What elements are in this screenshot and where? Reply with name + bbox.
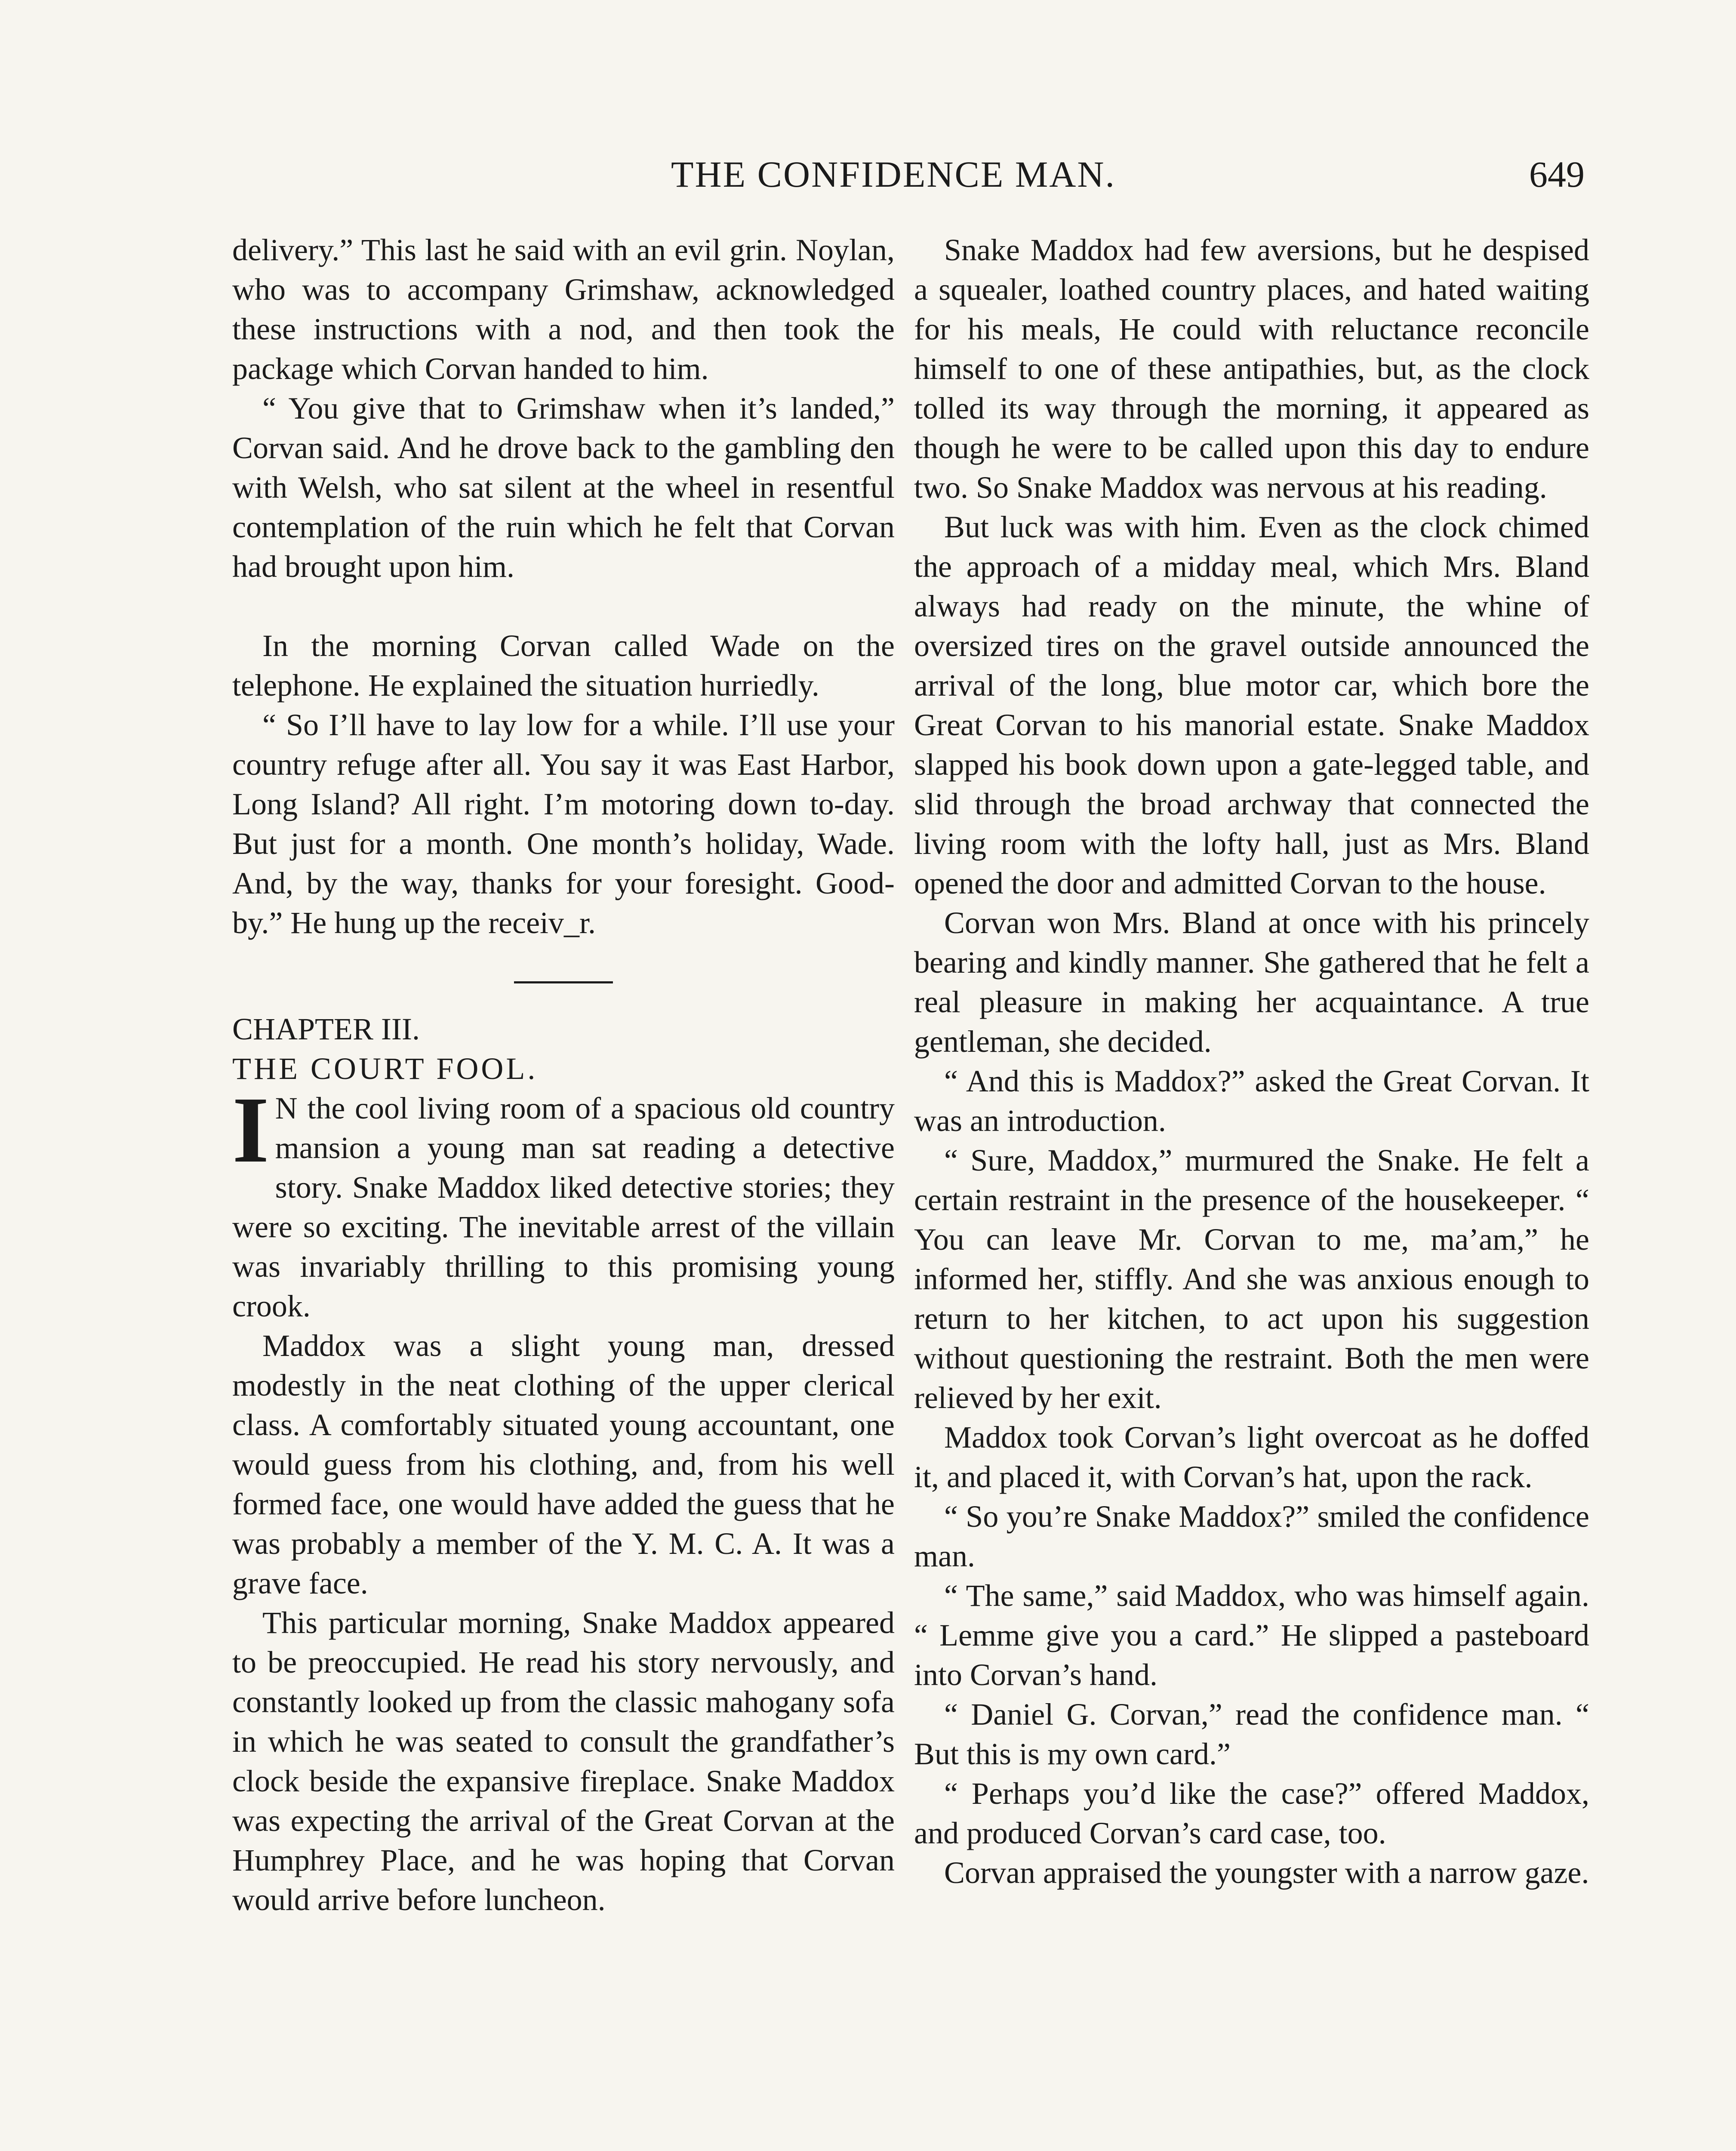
paragraph: Snake Maddox had few aversions, but he despised a squealer, loathed country places, and hated waiting for his meals, He could with reluctance reconcile himself to one of these antipathies, but, as the clock tolled its way through the morning, it appeared as though he were to be called upon this day to endure two. So Snake Maddox was nervous at his reading.: [914, 233, 1589, 505]
paragraph: “ So I’ll have to lay low for a while. I’ll use your country refuge after all. You say it was East Harbor, Long Island? All right. I’m motoring down to-day. But just for a month. One month’s holiday, Wade. And, by the way, thanks for your foresight. Good-by.” He hung up the receiv_r.: [232, 708, 895, 940]
paragraph: Maddox took Corvan’s light overcoat as he doffed it, and placed it, with Corvan’s hat, upon the rack.: [914, 1420, 1589, 1494]
drop-cap: I: [232, 1077, 269, 1182]
paragraph: “ The same,” said Maddox, who was himself again. “ Lemme give you a card.” He slipped a pasteboard into Corvan’s hand.: [914, 1578, 1589, 1692]
left-column: [232, 230, 895, 1920]
chapter-opening-paragraph: [232, 1077, 895, 1326]
paragraph: But luck was with him. Even as the clock chimed the approach of a midday meal, which Mrs. Bland always had ready on the minute, the whine of oversized tires on the gravel outside announced the arrival of the long, blue motor car, which bore the Great Corvan to his manorial estate. Snake Maddox slapped his book down upon a gate-legged table, and slid through the broad archway that connected the living room with the lofty hall, just as Mrs. Bland opened the door and admitted Corvan to the house.: [914, 510, 1589, 900]
chapter-subtitle: THE COURT FOOL.: [232, 1051, 538, 1086]
paragraph: “ Daniel G. Corvan,” read the confidence man. “ But this is my own card.”: [914, 1697, 1589, 1771]
paragraph: In the morning Corvan called Wade on the telephone. He explained the situation hurriedly.: [232, 629, 895, 703]
paragraph: Maddox was a slight young man, dressed modestly in the neat clothing of the upper clerical class. A comfortably situated young accountant, one would guess from his clothing, and, from his well formed face, one would have added the guess that he was probably a member of the Y. M. C. A. It was a grave face.: [232, 1328, 895, 1600]
page-number: 649: [1529, 154, 1585, 195]
paragraph: “ So you’re Snake Maddox?” smiled the confidence man.: [914, 1499, 1589, 1573]
running-header: THE CONFIDENCE MAN.: [671, 154, 1116, 195]
paragraph: Corvan appraised the youngster with a narrow gaze.: [944, 1855, 1589, 1890]
paragraph: Corvan won Mrs. Bland at once with his princely bearing and kindly manner. She gathered that he felt a real pleasure in making her acquaintance. A true gentleman, she decided.: [914, 906, 1589, 1059]
paragraph: This particular morning, Snake Maddox appeared to be preoccupied. He read his story nervously, and constantly looked up from the classic mahogany sofa in which he was seated to consult the grandfather’s clock beside the expansive fireplace. Snake Maddox was expecting the arrival of the Great Corvan at the Humphrey Place, and he was hoping that Corvan would arrive before luncheon.: [232, 1606, 895, 1917]
opening-text: N the cool living room of a spacious old country mansion a young man sat reading a detective story. Snake Maddox liked detective stories; they were so exciting. The inevitable arrest of the villain was invariably thrilling to this promising young crook.: [232, 1091, 895, 1323]
paragraph: “ Perhaps you’d like the case?” offered Maddox, and produced Corvan’s card case, too.: [914, 1776, 1589, 1850]
paragraph: “ Sure, Maddox,” murmured the Snake. He felt a certain restraint in the presence of the housekeeper. “ You can leave Mr. Corvan to me, ma’am,” he informed her, stiffly. And she was anxious enough to return to her kitchen, to act upon his suggestion without questioning the restraint. Both the men were relieved by her exit.: [914, 1143, 1589, 1415]
paragraph: “ And this is Maddox?” asked the Great Corvan. It was an introduction.: [914, 1064, 1589, 1138]
right-column: [914, 230, 1589, 1892]
section-divider: [514, 981, 613, 983]
chapter-title: CHAPTER III.: [232, 1012, 420, 1046]
paragraph: “ You give that to Grimshaw when it’s landed,” Corvan said. And he drove back to the gambling den with Welsh, who sat silent at the wheel in resentful contemplation of the ruin which he felt that Corvan had brought upon him.: [232, 391, 895, 584]
paragraph: delivery.” This last he said with an evil grin. Noylan, who was to accompany Grimshaw, acknowledged these instructions with a nod, and then took the package which Corvan handed to him.: [232, 233, 895, 386]
